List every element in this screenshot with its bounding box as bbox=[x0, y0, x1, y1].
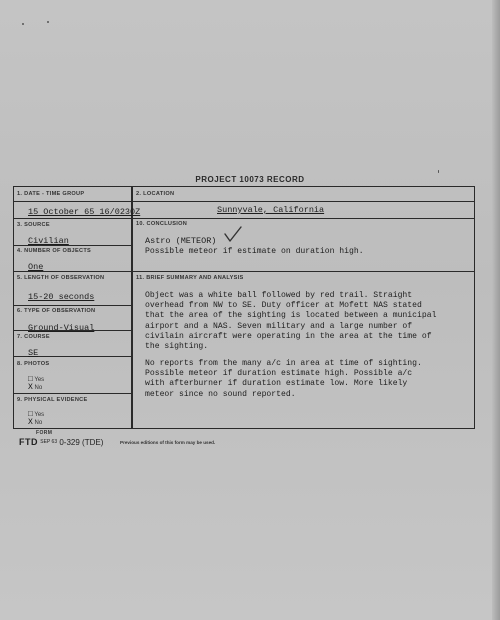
physical-evidence-no-label: No bbox=[34, 420, 43, 426]
photos-label: 8. PHOTOS bbox=[17, 361, 50, 367]
number-of-objects-label: 4. NUMBER OF OBJECTS bbox=[17, 248, 92, 254]
summary-paragraph-1: Object was a white ball followed by red trail. Straight overhead from NW to SE. Duty officer at Mofett NAS stated that the area of the sighting is located between a municipal airport and a NAS. Seven military and a large number of civilain aircraft were operating in the area at the time of the sighting. bbox=[145, 291, 437, 352]
record-form bbox=[13, 186, 475, 429]
dust-speck bbox=[47, 21, 49, 23]
type-of-observation-label: 6. TYPE OF OBSERVATION bbox=[17, 308, 96, 314]
row-divider bbox=[14, 218, 474, 219]
course-label: 7. COURSE bbox=[17, 334, 50, 340]
length-of-observation-value: 15-20 seconds bbox=[28, 292, 95, 302]
photos-yes-checkbox: □ bbox=[28, 375, 33, 384]
form-prefix: FTD bbox=[19, 437, 38, 447]
document-title: PROJECT 10073 RECORD bbox=[195, 175, 305, 184]
course-value: SE bbox=[28, 348, 39, 358]
physical-evidence-yes-label: Yes bbox=[34, 412, 45, 418]
location-value: Sunnyvale, California bbox=[217, 205, 325, 215]
length-of-observation-label: 5. LENGTH OF OBSERVATION bbox=[17, 275, 105, 281]
form-label: FORM bbox=[36, 430, 53, 436]
physical-evidence-yes-checkbox: □ bbox=[28, 410, 33, 419]
date-time-group-value: 15 October 65 16/0230Z bbox=[28, 207, 141, 217]
conclusion-line-1: Astro (METEOR) bbox=[145, 236, 217, 246]
photos-yes-label: Yes bbox=[34, 377, 45, 383]
handwritten-check-mark bbox=[223, 225, 243, 245]
source-label: 3. SOURCE bbox=[17, 222, 50, 228]
form-edition-note: Previous editions of this form may be used. bbox=[120, 440, 216, 445]
conclusion-line-2: Possible meteor if estimate on duration high. bbox=[145, 247, 364, 256]
dust-speck bbox=[438, 170, 439, 173]
page-edge-shadow bbox=[492, 0, 500, 620]
physical-evidence-no-checkbox: X bbox=[28, 418, 33, 427]
row-divider bbox=[14, 305, 132, 306]
form-number-line bbox=[19, 437, 103, 447]
column-divider bbox=[131, 187, 133, 428]
location-label: 2. LOCATION bbox=[136, 191, 175, 197]
photos-no-checkbox: X bbox=[28, 383, 33, 392]
row-divider bbox=[14, 201, 474, 202]
dust-speck bbox=[22, 23, 24, 25]
summary-paragraph-2: No reports from the many a/c in area at time of sighting. Possible meteor if duration estimate high. Possible a/c with afterburner if duration estimate low. More likely meteor since no sound reported. bbox=[145, 359, 422, 399]
photos-no-option bbox=[28, 383, 42, 392]
photos-no-label: No bbox=[34, 385, 43, 391]
type-of-observation-value: Ground-Visual bbox=[28, 323, 95, 333]
number-of-objects-value: One bbox=[28, 262, 44, 272]
row-divider bbox=[14, 271, 474, 272]
summary-label: 11. BRIEF SUMMARY AND ANALYSIS bbox=[136, 275, 244, 281]
conclusion-label: 10. CONCLUSION bbox=[136, 221, 188, 227]
physical-evidence-label: 9. PHYSICAL EVIDENCE bbox=[17, 397, 88, 403]
row-divider bbox=[14, 393, 132, 394]
form-number: 0-329 (TDE) bbox=[59, 438, 104, 447]
form-date: SEP 63 bbox=[40, 439, 58, 445]
source-value: Civilian bbox=[28, 236, 69, 246]
physical-evidence-no-option bbox=[28, 418, 42, 427]
date-time-group-label: 1. DATE - TIME GROUP bbox=[17, 191, 85, 197]
